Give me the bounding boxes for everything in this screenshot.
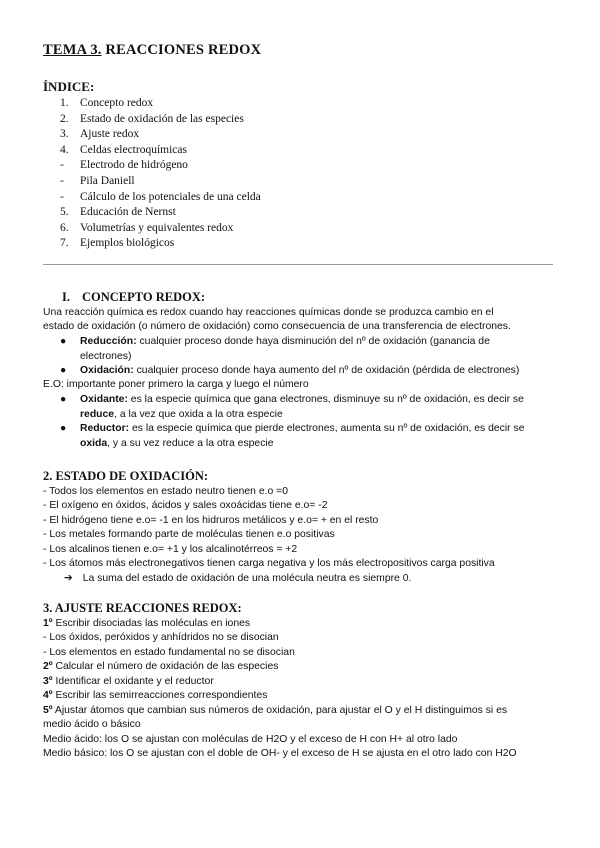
bullet-dot: ● xyxy=(60,336,67,347)
term-reduccion: Reducción: xyxy=(80,336,137,347)
index-marker: 1. xyxy=(60,97,69,109)
step-text: Escribir disociadas las moléculas en iones xyxy=(52,618,251,629)
index-item xyxy=(50,205,261,221)
index-item xyxy=(50,143,261,159)
index-text: Ejemplos biológicos xyxy=(80,237,175,250)
index-marker: - xyxy=(60,174,64,187)
index-item xyxy=(50,236,261,252)
index-list xyxy=(50,96,261,252)
section2-line: - Los metales formando parte de moléculas tienen e.o positivas xyxy=(43,529,335,540)
index-marker: 2. xyxy=(60,112,69,125)
def-reduccion-cont: electrones) xyxy=(80,350,132,362)
index-item xyxy=(50,127,261,143)
step-5 xyxy=(43,704,507,719)
medio-acido: Medio ácido: los O se ajustan con moléculas de H2O y el exceso de H con H+ al otro lado xyxy=(43,734,458,745)
index-marker: 6. xyxy=(60,221,69,234)
section1-intro-line2: estado de oxidación (o número de oxidación) como consecuencia de una transferencia de electrones. xyxy=(43,321,511,332)
section2-line: - Los átomos más electronegativos tienen carga negativa y los más electropositivos carga positiva xyxy=(43,558,495,569)
section3-heading: 3. AJUSTE REACCIONES REDOX: xyxy=(43,601,242,615)
section1-heading xyxy=(62,290,205,305)
index-text: Ajuste redox xyxy=(80,128,140,141)
section1-heading-text: CONCEPTO REDOX: xyxy=(82,290,206,304)
index-marker: - xyxy=(60,190,64,203)
term-reduce: reduce xyxy=(80,408,115,420)
index-item xyxy=(50,190,261,206)
step-text: Calcular el número de oxidación de las especies xyxy=(52,661,279,672)
term-oxidante: Oxidante: xyxy=(80,394,128,405)
step-number: 2º xyxy=(43,661,53,672)
step-number: 5º xyxy=(43,705,53,716)
def-reductor-cont: , y a su vez reduce a la otra especie xyxy=(107,437,274,449)
step-number: 4º xyxy=(43,690,53,701)
arrow-note-text: La suma del estado de oxidación de una molécula neutra es siempre 0. xyxy=(82,573,412,584)
step-3 xyxy=(43,675,214,690)
step-number: 1º xyxy=(43,618,53,629)
index-marker: 4. xyxy=(60,143,69,156)
def-oxidante-cont: , a la vez que oxida a la otra especie xyxy=(114,408,283,420)
term-oxidacion: Oxidación: xyxy=(80,365,134,376)
term-oxida: oxida xyxy=(80,437,108,449)
step-text: Ajustar átomos que cambian sus números de oxidación, para ajustar el O y el H distinguimos si es xyxy=(52,705,508,716)
index-heading: ÍNDICE: xyxy=(43,79,95,94)
index-marker: - xyxy=(60,159,64,172)
term-reductor: Reductor: xyxy=(80,423,130,434)
step-4 xyxy=(43,689,267,704)
index-marker: 5. xyxy=(60,206,69,219)
section2-line: - El oxígeno en óxidos, ácidos y sales oxoácidas tiene e.o= -2 xyxy=(43,500,328,511)
eo-note: E.O: importante poner primero la carga y luego el número xyxy=(43,379,309,390)
title-text: REACCIONES REDOX xyxy=(101,42,262,58)
title-number: TEMA 3. xyxy=(43,42,102,58)
index-marker: 3. xyxy=(60,128,69,141)
step-text: Escribir las semirreacciones correspondientes xyxy=(52,690,268,701)
index-item xyxy=(50,158,261,174)
step-1 xyxy=(43,617,250,632)
medio-basico: Medio básico: los O se ajustan con el doble de OH- y el exceso de H se ajusta en el otro lado con H2O xyxy=(43,748,517,759)
arrow-icon: ➔ xyxy=(64,573,73,584)
index-item xyxy=(50,96,261,112)
bullet-reductor xyxy=(60,422,556,451)
section1-intro-line1: Una reacción química es redox cuando hay reacciones químicas donde se produzca cambio en el xyxy=(43,307,494,318)
horizontal-divider xyxy=(43,264,553,265)
index-text: Estado de oxidación de las especies xyxy=(80,112,244,125)
index-item xyxy=(50,221,261,237)
index-item xyxy=(50,174,261,190)
def-reduccion: cualquier proceso donde haya disminución del nº de oxidación (ganancia de xyxy=(136,336,490,347)
index-text: Electrodo de hidrógeno xyxy=(80,159,188,172)
step-text: Identificar el oxidante y el reductor xyxy=(52,676,214,687)
section2-line: - El hidrógeno tiene e.o= -1 en los hidruros metálicos y e.o= + en el resto xyxy=(43,515,379,526)
def-reductor: es la especie química que pierde electrones, aumenta su nº de oxidación, es decir se xyxy=(129,423,525,434)
step-1-sub: - Los óxidos, peróxidos y anhídridos no se disocian xyxy=(43,632,279,643)
section2-line: - Los alcalinos tienen e.o= +1 y los alcalinotérreos = +2 xyxy=(43,544,298,555)
index-text: Celdas electroquímicas xyxy=(80,143,187,156)
index-text: Cálculo de los potenciales de una celda xyxy=(80,190,261,203)
document-title xyxy=(43,42,261,59)
bullet-oxidacion xyxy=(60,364,556,379)
bullet-reduccion xyxy=(60,335,556,364)
step-number: 3º xyxy=(43,676,53,687)
index-text: Volumetrías y equivalentes redox xyxy=(80,221,234,234)
section1-heading-number: I. xyxy=(62,290,70,304)
index-item xyxy=(50,112,261,128)
index-text: Educación de Nernst xyxy=(80,206,176,219)
bullet-dot: ● xyxy=(60,394,67,405)
step-1-sub: - Los elementos en estado fundamental no se disocian xyxy=(43,647,295,658)
section2-heading: 2. ESTADO DE OXIDACIÓN: xyxy=(43,469,209,483)
def-oxidacion: cualquier proceso donde haya aumento del nº de oxidación (pérdida de electrones) xyxy=(133,365,520,376)
index-text: Concepto redox xyxy=(80,97,154,109)
bullet-dot: ● xyxy=(60,423,67,434)
index-text: Pila Daniell xyxy=(80,174,135,187)
bullet-dot: ● xyxy=(60,365,67,376)
index-marker: 7. xyxy=(60,237,69,250)
def-oxidante: es la especie química que gana electrones, disminuye su nº de oxidación, es decir se xyxy=(127,394,524,405)
section2-line: - Todos los elementos en estado neutro tienen e.o =0 xyxy=(43,486,289,497)
step-2 xyxy=(43,660,278,675)
bullet-oxidante xyxy=(60,393,556,422)
section2-arrow-note xyxy=(64,572,411,587)
step-5-cont: medio ácido o básico xyxy=(43,719,141,730)
